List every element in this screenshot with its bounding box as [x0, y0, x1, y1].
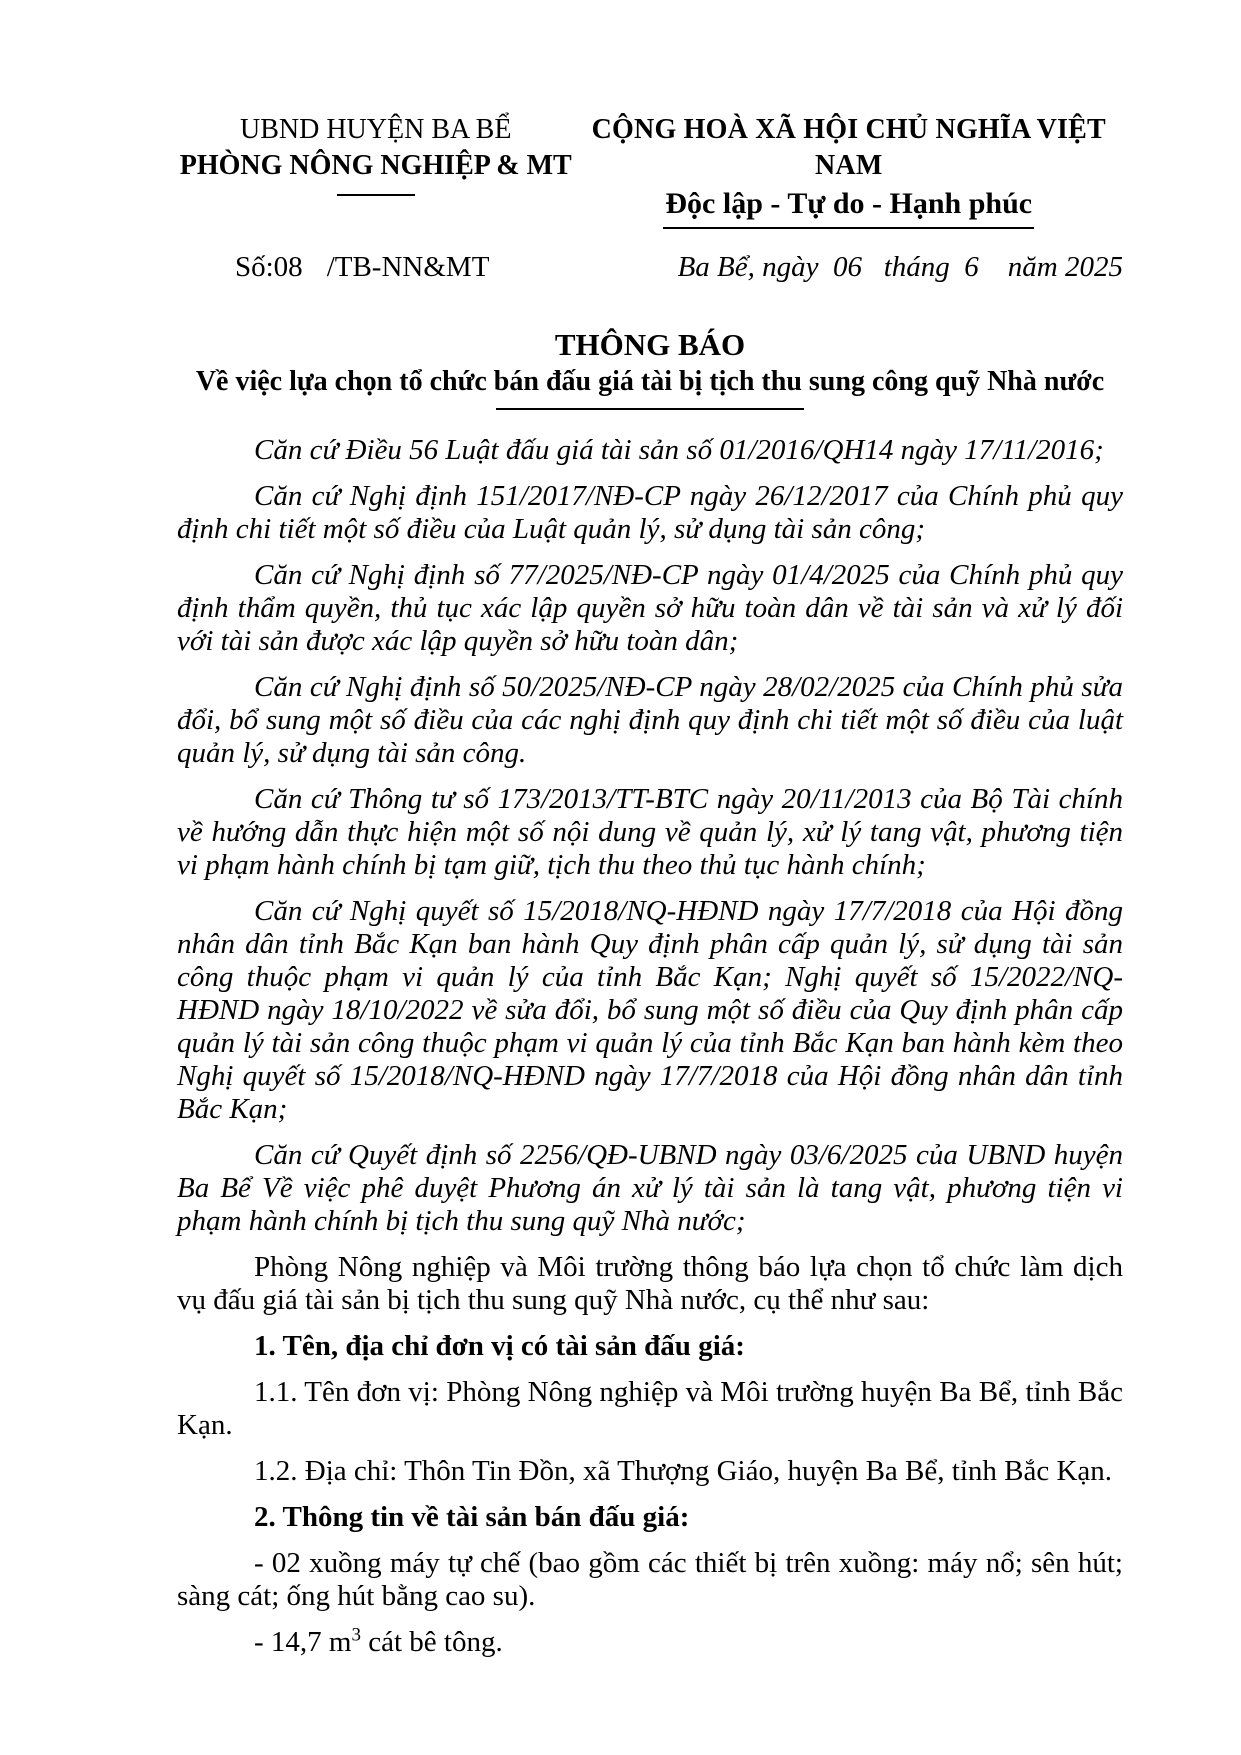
cubic-superscript: 3 [351, 1624, 361, 1646]
asset-list-item [177, 1626, 1123, 1659]
header-left-block [177, 112, 574, 196]
place-and-date: Ba Bể, ngày 06 tháng 6 năm 2025 [677, 251, 1123, 283]
document-number-suffix: /TB-NN&MT [326, 251, 490, 283]
document-subtitle: Về việc lựa chọn tổ chức bán đấu giá tài bị tịch thu sung công quỹ Nhà nước [195, 366, 1105, 397]
national-title: CỘNG HOÀ XÃ HỘI CHỦ NGHĨA VIỆT NAM [591, 114, 1106, 181]
section-1-item: 1.2. Địa chỉ: Thôn Tin Đồn, xã Thượng Giáo, huyện Ba Bể, tỉnh Bắc Kạn. [254, 1455, 1113, 1487]
legal-basis-paragraph: Căn cứ Quyết định số 2256/QĐ-UBND ngày 03/6/2025 của UBND huyện Ba Bể Về việc phê duyệt Phương án xử lý tài sản là tang vật, phương tiện vi phạm hành chính bị tịch thu sung quỹ Nhà nước; [177, 1139, 1123, 1237]
header-left-rule [337, 194, 415, 196]
title-rule [496, 408, 804, 410]
document-number [235, 251, 489, 284]
asset-name-text: cát bê tông. [360, 1626, 503, 1658]
legal-basis-paragraph: Căn cứ Thông tư số 173/2013/TT-BTC ngày 20/11/2013 của Bộ Tài chính về hướng dẫn thực hiện một số nội dung về quản lý, xử lý tang vật, phương tiện vi phạm hành chính bị tạm giữ, tịch thu theo thủ tục hành chính; [177, 783, 1123, 881]
header-right-block [574, 112, 1123, 229]
document-header [177, 112, 1123, 229]
document-body [177, 434, 1123, 1659]
national-motto [574, 186, 1123, 229]
legal-basis-paragraph: Căn cứ Điều 56 Luật đấu giá tài sản số 01/2016/QH14 ngày 17/11/2016; [254, 434, 1104, 466]
legal-basis-paragraph: Căn cứ Nghị định số 77/2025/NĐ-CP ngày 01/4/2025 của Chính phủ quy định thẩm quyền, thủ tục xác lập quyền sở hữu toàn dân về tài sản và xử lý đối với tài sản được xác lập quyền sở hữu toàn dân; [177, 559, 1123, 657]
national-motto-text: Độc lập - Tự do - Hạnh phúc [663, 186, 1034, 229]
asset-list-item: - 02 xuồng máy tự chế (bao gồm các thiết bị trên xuồng: máy nổ; sên hút; sàng cát; ống hút bằng cao su). [177, 1547, 1123, 1612]
section-2-heading: 2. Thông tin về tài sản bán đấu giá: [254, 1501, 690, 1533]
section-1-item: 1.1. Tên đơn vị: Phòng Nông nghiệp và Môi trường huyện Ba Bể, tỉnh Bắc Kạn. [177, 1376, 1123, 1441]
legal-basis-paragraph: Căn cứ Nghị định số 50/2025/NĐ-CP ngày 28/02/2025 của Chính phủ sửa đổi, bổ sung một số điều của các nghị định quy định chi tiết một số điều của luật quản lý, sử dụng tài sản công. [177, 671, 1123, 769]
section-1-heading: 1. Tên, địa chỉ đơn vị có tài sản đấu giá: [254, 1330, 745, 1362]
legal-basis-paragraph: Căn cứ Nghị định 151/2017/NĐ-CP ngày 26/12/2017 của Chính phủ quy định chi tiết một số điều của Luật quản lý, sử dụng tài sản công; [177, 480, 1123, 545]
document-number-label: Số:08 [235, 251, 303, 283]
document-title: THÔNG BÁO [554, 327, 746, 362]
issuing-authority-parent: UBND HUYỆN BA BỂ [240, 114, 512, 145]
title-block [177, 326, 1123, 410]
issuing-authority-name: PHÒNG NÔNG NGHIỆP & MT [179, 150, 572, 181]
legal-basis-paragraph: Căn cứ Nghị quyết số 15/2018/NQ-HĐND ngày 17/7/2018 của Hội đồng nhân dân tỉnh Bắc Kạn ban hành Quy định phân cấp quản lý, sử dụng tài sản công thuộc phạm vi quản lý của tỉnh Bắc Kạn; Nghị quyết số 15/2022/NQ-HĐND ngày 18/10/2022 về sửa đổi, bổ sung một số điều của Quy định phân cấp quản lý tài sản công thuộc phạm vi quản lý của tỉnh Bắc Kạn ban hành kèm theo Nghị quyết số 15/2018/NQ-HĐND ngày 17/7/2018 của Hội đồng nhân dân tỉnh Bắc Kạn; [177, 895, 1123, 1125]
document-meta-row [177, 251, 1123, 284]
asset-quantity-text: - 14,7 m [254, 1626, 352, 1658]
announcement-paragraph: Phòng Nông nghiệp và Môi trường thông báo lựa chọn tổ chức làm dịch vụ đấu giá tài sản bị tịch thu sung quỹ Nhà nước, cụ thể như sau: [177, 1251, 1123, 1316]
